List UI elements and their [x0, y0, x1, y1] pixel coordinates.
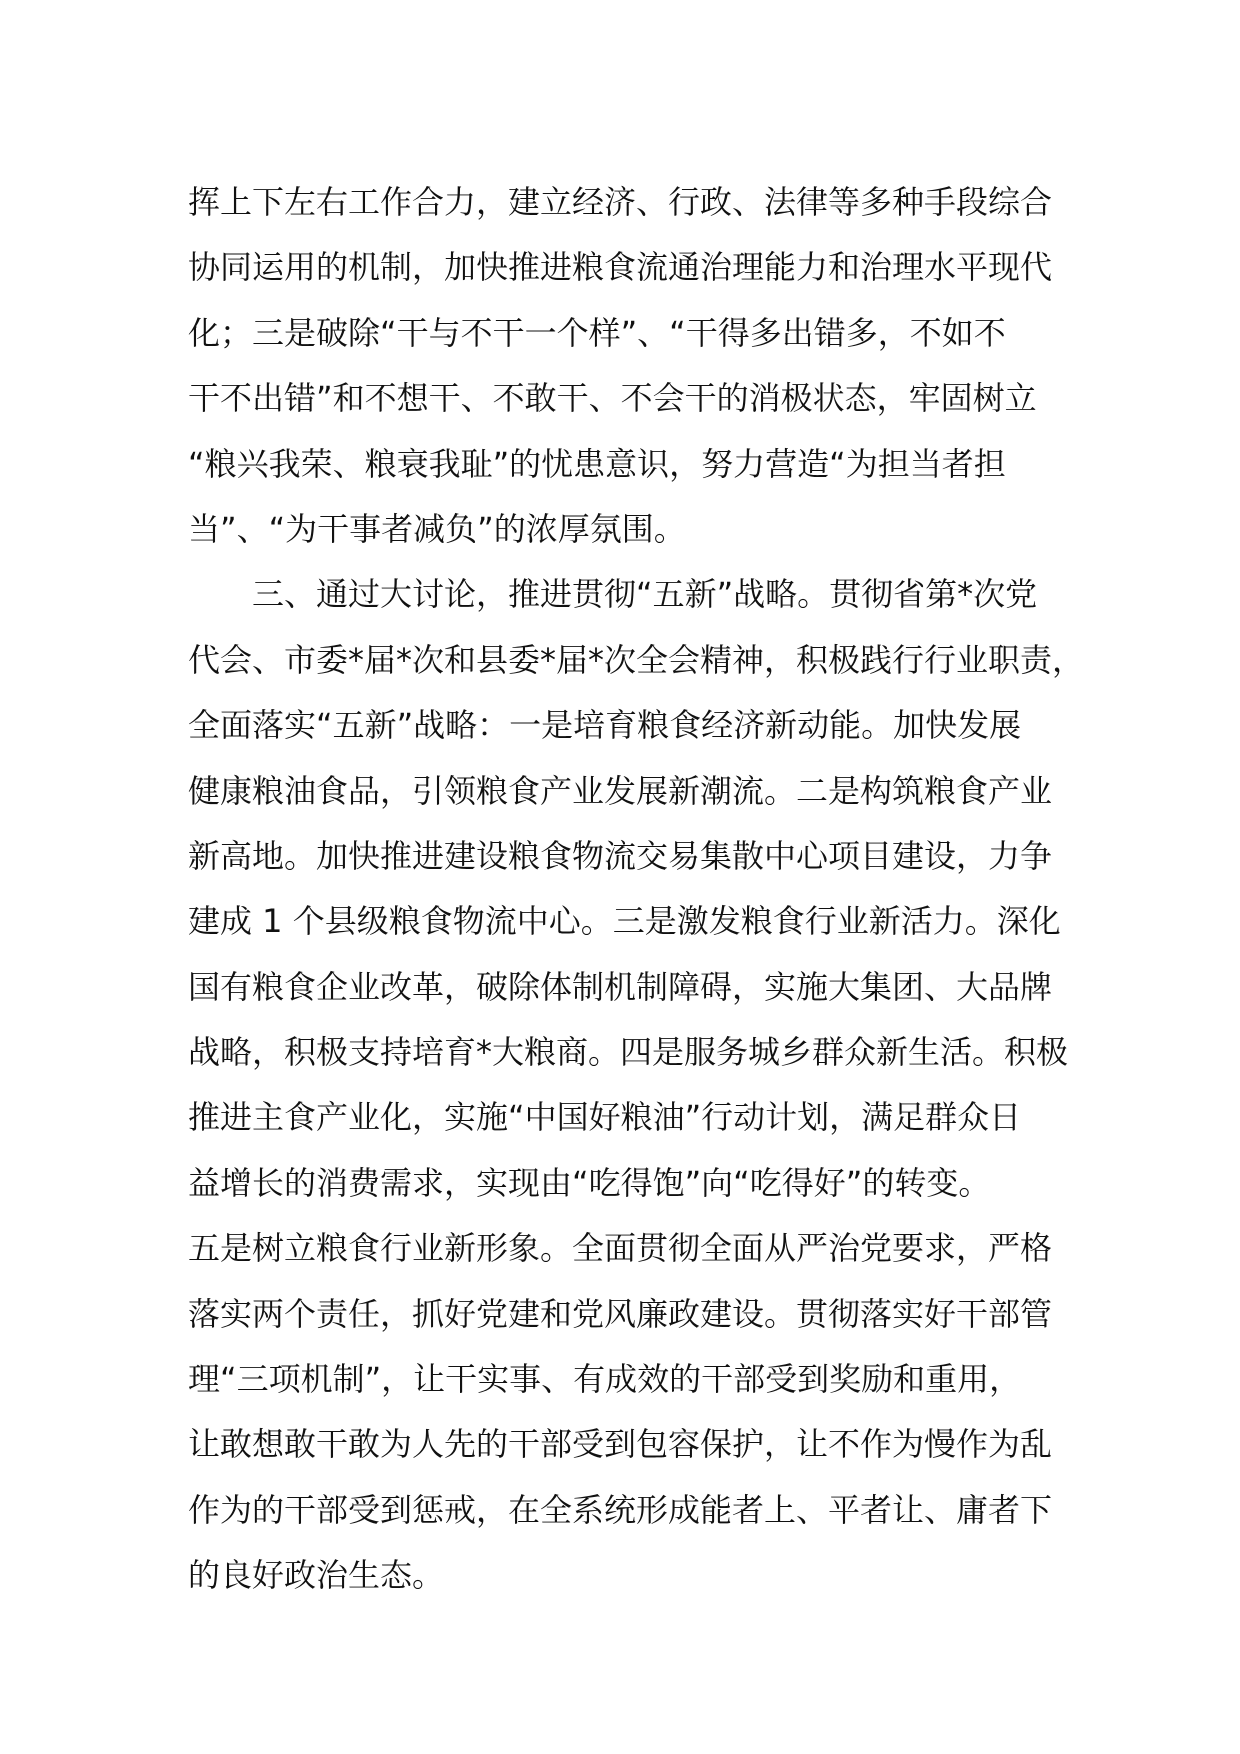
text-line: “粮兴我荣、粮衰我耻”的忧患意识，努力营造“为担当者担 — [188, 444, 1006, 483]
text-line: 新高地。加快推进建设粮食物流交易集散中心项目建设，力争 — [188, 836, 1053, 875]
text-line: 战略，积极支持培育*大粮商。四是服务城乡群众新生活。积极 — [188, 1033, 1069, 1072]
text-line: 当”、“为干事者减负”的浓厚氛围。 — [188, 509, 686, 548]
text-line: 国有粮食企业改革，破除体制机制障碍，实施大集团、大品牌 — [188, 967, 1053, 1006]
text-line: 建成 1 个县级粮食物流中心。三是激发粮食行业新活力。深化 — [188, 902, 1061, 941]
text-line: 五是树立粮食行业新形象。全面贯彻全面从严治党要求，严格 — [188, 1229, 1053, 1268]
text-line: 协同运用的机制，加快推进粮食流通治理能力和治理水平现代 — [188, 248, 1053, 287]
text-line: 健康粮油食品，引领粮食产业发展新潮流。二是构筑粮食产业 — [188, 771, 1053, 810]
document-body — [188, 170, 1088, 1609]
text-line: 落实两个责任，抓好党建和党风廉政建设。贯彻落实好干部管 — [188, 1294, 1053, 1333]
text-line: 理“三项机制”，让干实事、有成效的干部受到奖励和重用， — [188, 1360, 1022, 1399]
text-line: 全面落实“五新”战略：一是培育粮食经济新动能。加快发展 — [188, 706, 1022, 745]
text-line: 益增长的消费需求，实现由“吃得饱”向“吃得好”的转变。 — [188, 1163, 991, 1202]
text-line: 的良好政治生态。 — [188, 1556, 445, 1595]
text-line: 让敢想敢干敢为人先的干部受到包容保护，让不作为慢作为乱 — [188, 1425, 1053, 1464]
section-heading-line: 三、通过大讨论，推进贯彻“五新”战略。贯彻省第*次党 — [252, 575, 1038, 614]
text-line: 化；三是破除“干与不干一个样”、“干得多出错多，不如不 — [188, 313, 1006, 352]
text-line: 推进主食产业化，实施“中国好粮油”行动计划，满足群众日 — [188, 1098, 1022, 1137]
text-line: 代会、市委*届*次和县委*届*次全会精神，积极践行行业职责， — [188, 640, 1085, 679]
text-line: 挥上下左右工作合力，建立经济、行政、法律等多种手段综合 — [188, 183, 1053, 221]
text-line: 作为的干部受到惩戒，在全系统形成能者上、平者让、庸者下 — [188, 1490, 1053, 1529]
text-line: 干不出错”和不想干、不敢干、不会干的消极状态，牢固树立 — [188, 379, 1037, 418]
